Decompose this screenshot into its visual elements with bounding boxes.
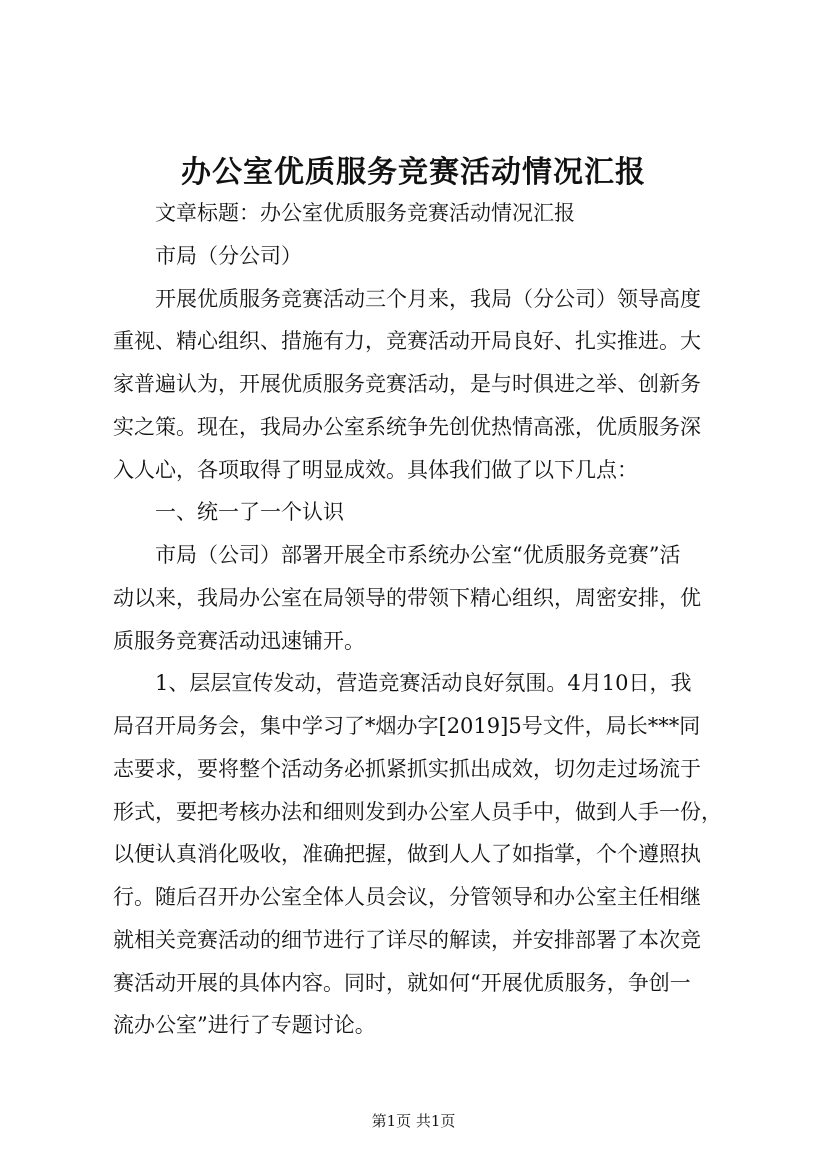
paragraph-line: 重视、精心组织、措施有力，竞赛活动开局良好、扎实推进。大: [113, 329, 701, 353]
paragraph-line: 入人心，各项取得了明显成效。具体我们做了以下几点：: [113, 458, 638, 482]
paragraph-line: 动以来，我局办公室在局领导的带领下精心组织，周密安排，优: [113, 586, 701, 610]
paragraph-line: 开展优质服务竞赛活动三个月来，我局（分公司）领导高度: [155, 287, 701, 311]
paragraph-line: 以便认真消化吸收，准确把握，做到人人了如指掌，个个遵照执: [113, 842, 701, 866]
paragraph-line: 实之策。现在，我局办公室系统争先创优热情高涨，优质服务深: [113, 415, 701, 439]
page-footer: 第1页 共1页: [371, 1112, 456, 1130]
paragraph-line: 行。随后召开办公室全体人员会议，分管领导和办公室主任相继: [113, 885, 701, 909]
paragraph-line: 流办公室”进行了专题讨论。: [113, 1013, 376, 1037]
section-heading: 一、统一了一个认识: [155, 500, 344, 524]
paragraph-line: 赛活动开展的具体内容。同时，就如何“开展优质服务，争创一: [113, 971, 691, 995]
paragraph-line: 1、层层宣传发动，营造竞赛活动良好氛围。4月10日，我: [155, 671, 692, 695]
paragraph-line: 局召开局务会，集中学习了*烟办字[2019]5号文件，局长***同: [113, 714, 701, 738]
paragraph-line: 志要求，要将整个活动务必抓紧抓实抓出成效，切勿走过场流于: [113, 757, 701, 781]
paragraph-line: 质服务竞赛活动迅速铺开。: [113, 629, 365, 653]
article-title-line: 文章标题：办公室优质服务竞赛活动情况汇报: [155, 201, 575, 225]
paragraph-line: 形式，要把考核办法和细则发到办公室人员手中，做到人手一份，: [113, 800, 722, 824]
document-title: 办公室优质服务竞赛活动情况汇报: [181, 155, 646, 190]
paragraph-line: 家普遍认为，开展优质服务竞赛活动，是与时俱进之举、创新务: [113, 372, 701, 396]
paragraph-line: 市局（公司）部署开展全市系统办公室“优质服务竞赛”活: [155, 543, 681, 567]
addressee-line: 市局（分公司）: [155, 244, 302, 268]
paragraph-line: 就相关竞赛活动的细节进行了详尽的解读，并安排部署了本次竞: [113, 928, 701, 952]
